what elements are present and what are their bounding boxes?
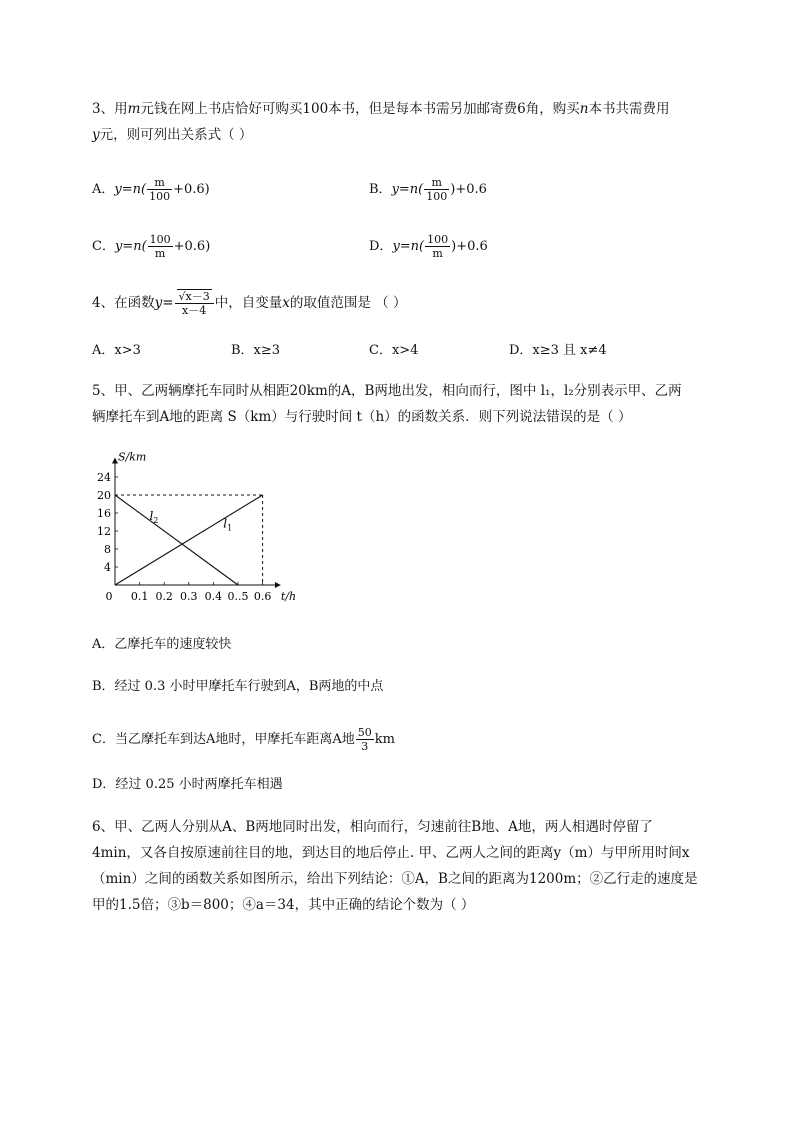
q3-option-c[interactable]: C．y=n( $\frac{100}{m}$ +0.6)	[92, 233, 211, 260]
q5-line1: 5、甲、乙两辆摩托车同时从相距20km的A，B两地出发，相向而行，图中 l₁，l₂分别表示甲、乙两	[92, 383, 682, 399]
q5-option-b[interactable]: B．经过 0.3 小时甲摩托车行驶到A，B两地的中点	[92, 679, 384, 694]
q3-option-d[interactable]: D．y=n( $\frac{100}{m}$ )+0.6	[369, 233, 488, 260]
q4-option-d[interactable]: D．x≥3 且 x≠4	[509, 343, 607, 358]
q5-line2: 辆摩托车到A地的距离 S（km）与行驶时间 t（h）的函数关系．则下列说法错误的是（ ）	[92, 409, 632, 425]
y-tick-label: 20	[97, 489, 111, 502]
q4-option-b[interactable]: B．x≥3	[231, 343, 281, 358]
series-label-1: $l_1$	[223, 516, 233, 533]
x-tick-label: 0.1	[130, 590, 149, 603]
x-axis-label: t/h	[280, 590, 297, 603]
q6-line1: 6、甲、乙两人分别从A、B两地同时出发，相向而行，匀速前往B地、A地，两人相遇时停留了	[92, 819, 653, 835]
y-tick-label: 8	[104, 543, 111, 556]
q6-line3: （min）之间的函数关系如图所示，给出下列结论：①A，B之间的距离为1200m；②乙行走的速度是	[92, 871, 698, 887]
y-tick-label: 12	[97, 525, 111, 538]
q5-option-c[interactable]: C．当乙摩托车到达A地时，甲摩托车距离A地 $\frac{50}{3}$ km	[92, 726, 395, 753]
function-fraction: $\frac{√x-3}{x-4}$	[175, 290, 214, 317]
q4-stem: 4、在函数y= $\frac{√x-3}{x-4}$ 中，自变量x的取值范围是 （ ）	[92, 290, 407, 317]
q5-option-a[interactable]: A．乙摩托车的速度较快	[92, 637, 232, 652]
q4-option-c[interactable]: C．x>4	[369, 343, 419, 358]
q3-line2: y元，则可列出关系式（ ）	[92, 127, 253, 143]
fraction: $\frac{100}{m}$	[427, 233, 449, 260]
x-tick-label: 0.6	[253, 590, 272, 603]
q4-option-a[interactable]: A．x>3	[92, 343, 141, 358]
x-tick-label: 0.2	[155, 590, 173, 603]
origin-label: 0	[105, 590, 113, 603]
q6-line4: 甲的1.5倍；③b＝800；④a＝34，其中正确的结论个数为（ ）	[92, 897, 475, 913]
q3-option-a[interactable]: A．y=n( $\frac{m}{100}$ +0.6)	[92, 176, 210, 203]
y-tick-label: 16	[97, 507, 111, 520]
x-tick-label: 0.4	[204, 590, 223, 603]
x-tick-label: 0.3	[180, 590, 198, 603]
fraction: $\frac{m}{100}$	[149, 176, 171, 203]
x-axis-arrow	[275, 582, 281, 588]
distance-time-chart	[95, 447, 310, 612]
series-line-1	[115, 495, 263, 585]
series-label-2: $l_2$	[149, 508, 159, 525]
q3-option-b[interactable]: B．y=n( $\frac{m}{100}$ )+0.6	[369, 176, 487, 203]
series-line-2	[115, 495, 238, 585]
fraction: $\frac{100}{m}$	[149, 233, 171, 260]
y-tick-label: 24	[97, 471, 111, 484]
q6-line2: 4min，又各自按原速前往目的地，到达目的地后停止. 甲、乙两人之间的距离y（m）与甲所用时间x	[92, 845, 690, 861]
q5-option-d[interactable]: D．经过 0.25 小时两摩托车相遇	[92, 777, 283, 792]
x-tick-label: 0..5	[227, 590, 249, 603]
q3-line1: 3、用m元钱在网上书店恰好可购买100本书，但是每本书需另加邮寄费6角，购买n本书共需费用	[92, 101, 670, 117]
q3-number: 3、	[92, 101, 115, 117]
fraction: $\frac{m}{100}$	[426, 176, 448, 203]
fraction: $\frac{50}{3}$	[357, 726, 372, 753]
y-axis-label: S/km	[118, 450, 147, 464]
y-tick-label: 4	[104, 561, 111, 574]
